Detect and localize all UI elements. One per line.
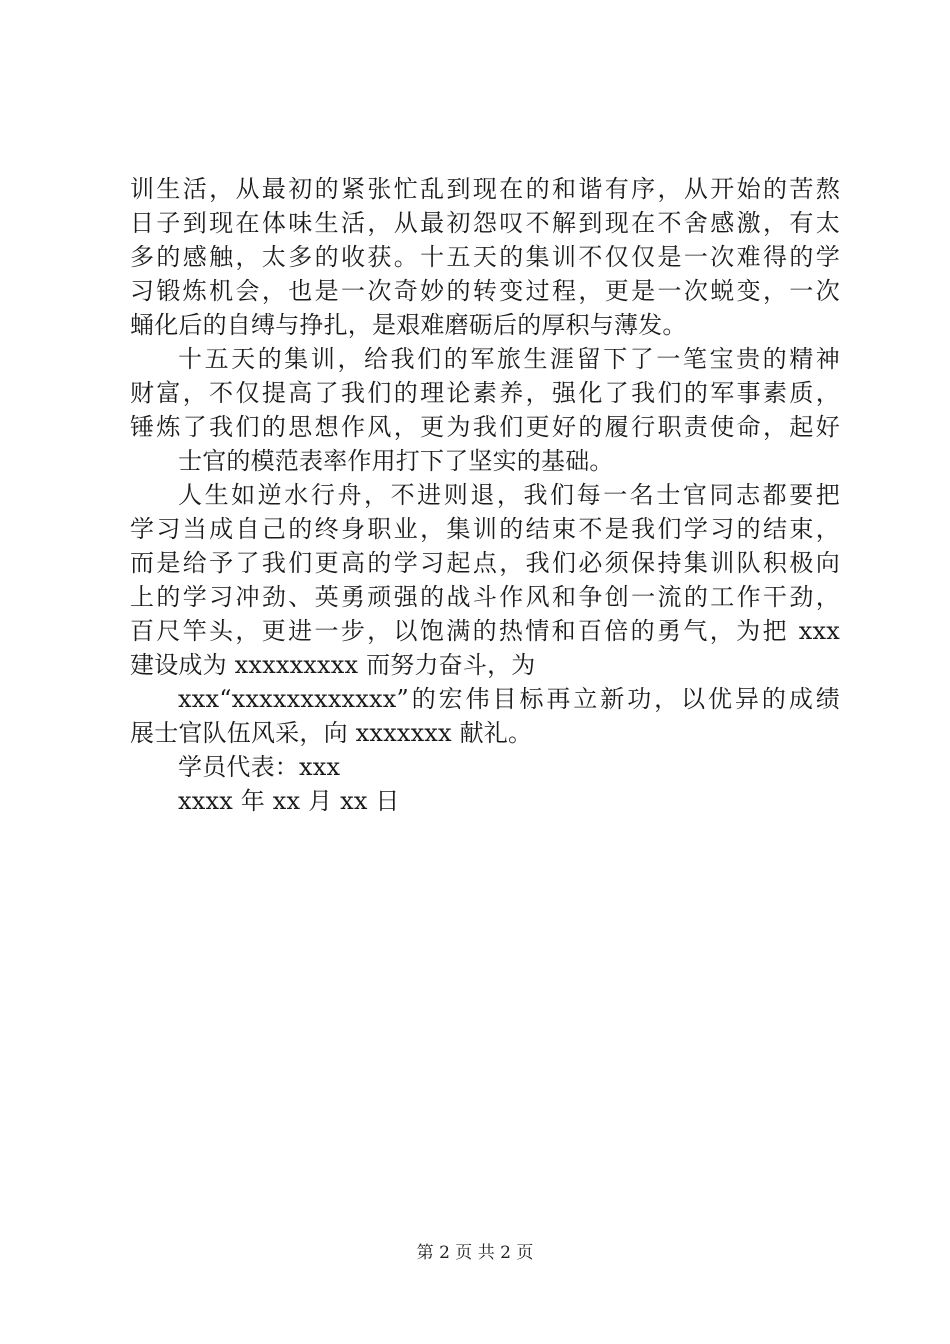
- text-line: 上的学习冲劲、英勇顽强的战斗作风和争创一流的工作干劲，: [130, 583, 840, 611]
- text-line: 十五天的集训，给我们的军旅生涯留下了一笔宝贵的精神: [178, 345, 840, 373]
- text-line: 展士官队伍风采，向 xxxxxxx 献礼。: [130, 719, 533, 747]
- page-number-footer: 第 2 页 共 2 页: [416, 1243, 534, 1263]
- document-body: [130, 172, 840, 818]
- text-line: 财富，不仅提高了我们的理论素养，强化了我们的军事素质，: [130, 379, 840, 407]
- text-line: 锤炼了我们的思想作风，更为我们更好的履行职责使命，起好: [130, 413, 840, 441]
- text-line: 建设成为 xxxxxxxxx 而努力奋斗，为: [130, 651, 536, 679]
- text-line: 人生如逆水行舟，不进则退，我们每一名士官同志都要把: [178, 481, 840, 509]
- text-line: 习锻炼机会，也是一次奇妙的转变过程，更是一次蜕变，一次: [130, 277, 840, 305]
- text-line: 学习当成自己的终身职业，集训的结束不是我们学习的结束，: [130, 515, 840, 543]
- text-line: 多的感触，太多的收获。十五天的集训不仅仅是一次难得的学: [130, 243, 840, 271]
- signature-line: 学员代表：xxx: [178, 753, 341, 781]
- text-line: 训生活，从最初的紧张忙乱到现在的和谐有序，从开始的苦熬: [130, 175, 840, 203]
- text-line: 蛹化后的自缚与挣扎，是艰难磨砺后的厚积与薄发。: [130, 311, 687, 339]
- text-line: 而是给予了我们更高的学习起点，我们必须保持集训队积极向: [130, 549, 840, 577]
- text-line: 百尺竿头，更进一步，以饱满的热情和百倍的勇气，为把 xxx: [130, 617, 840, 645]
- text-line: 士官的模范表率作用打下了坚实的基础。: [178, 447, 614, 475]
- text-line: 日子到现在体味生活，从最初怨叹不解到现在不舍感激，有太: [130, 209, 840, 237]
- text-line: xxx“xxxxxxxxxxxx”的宏伟目标再立新功，以优异的成绩: [178, 685, 840, 713]
- date-line: xxxx 年 xx 月 xx 日: [178, 787, 400, 815]
